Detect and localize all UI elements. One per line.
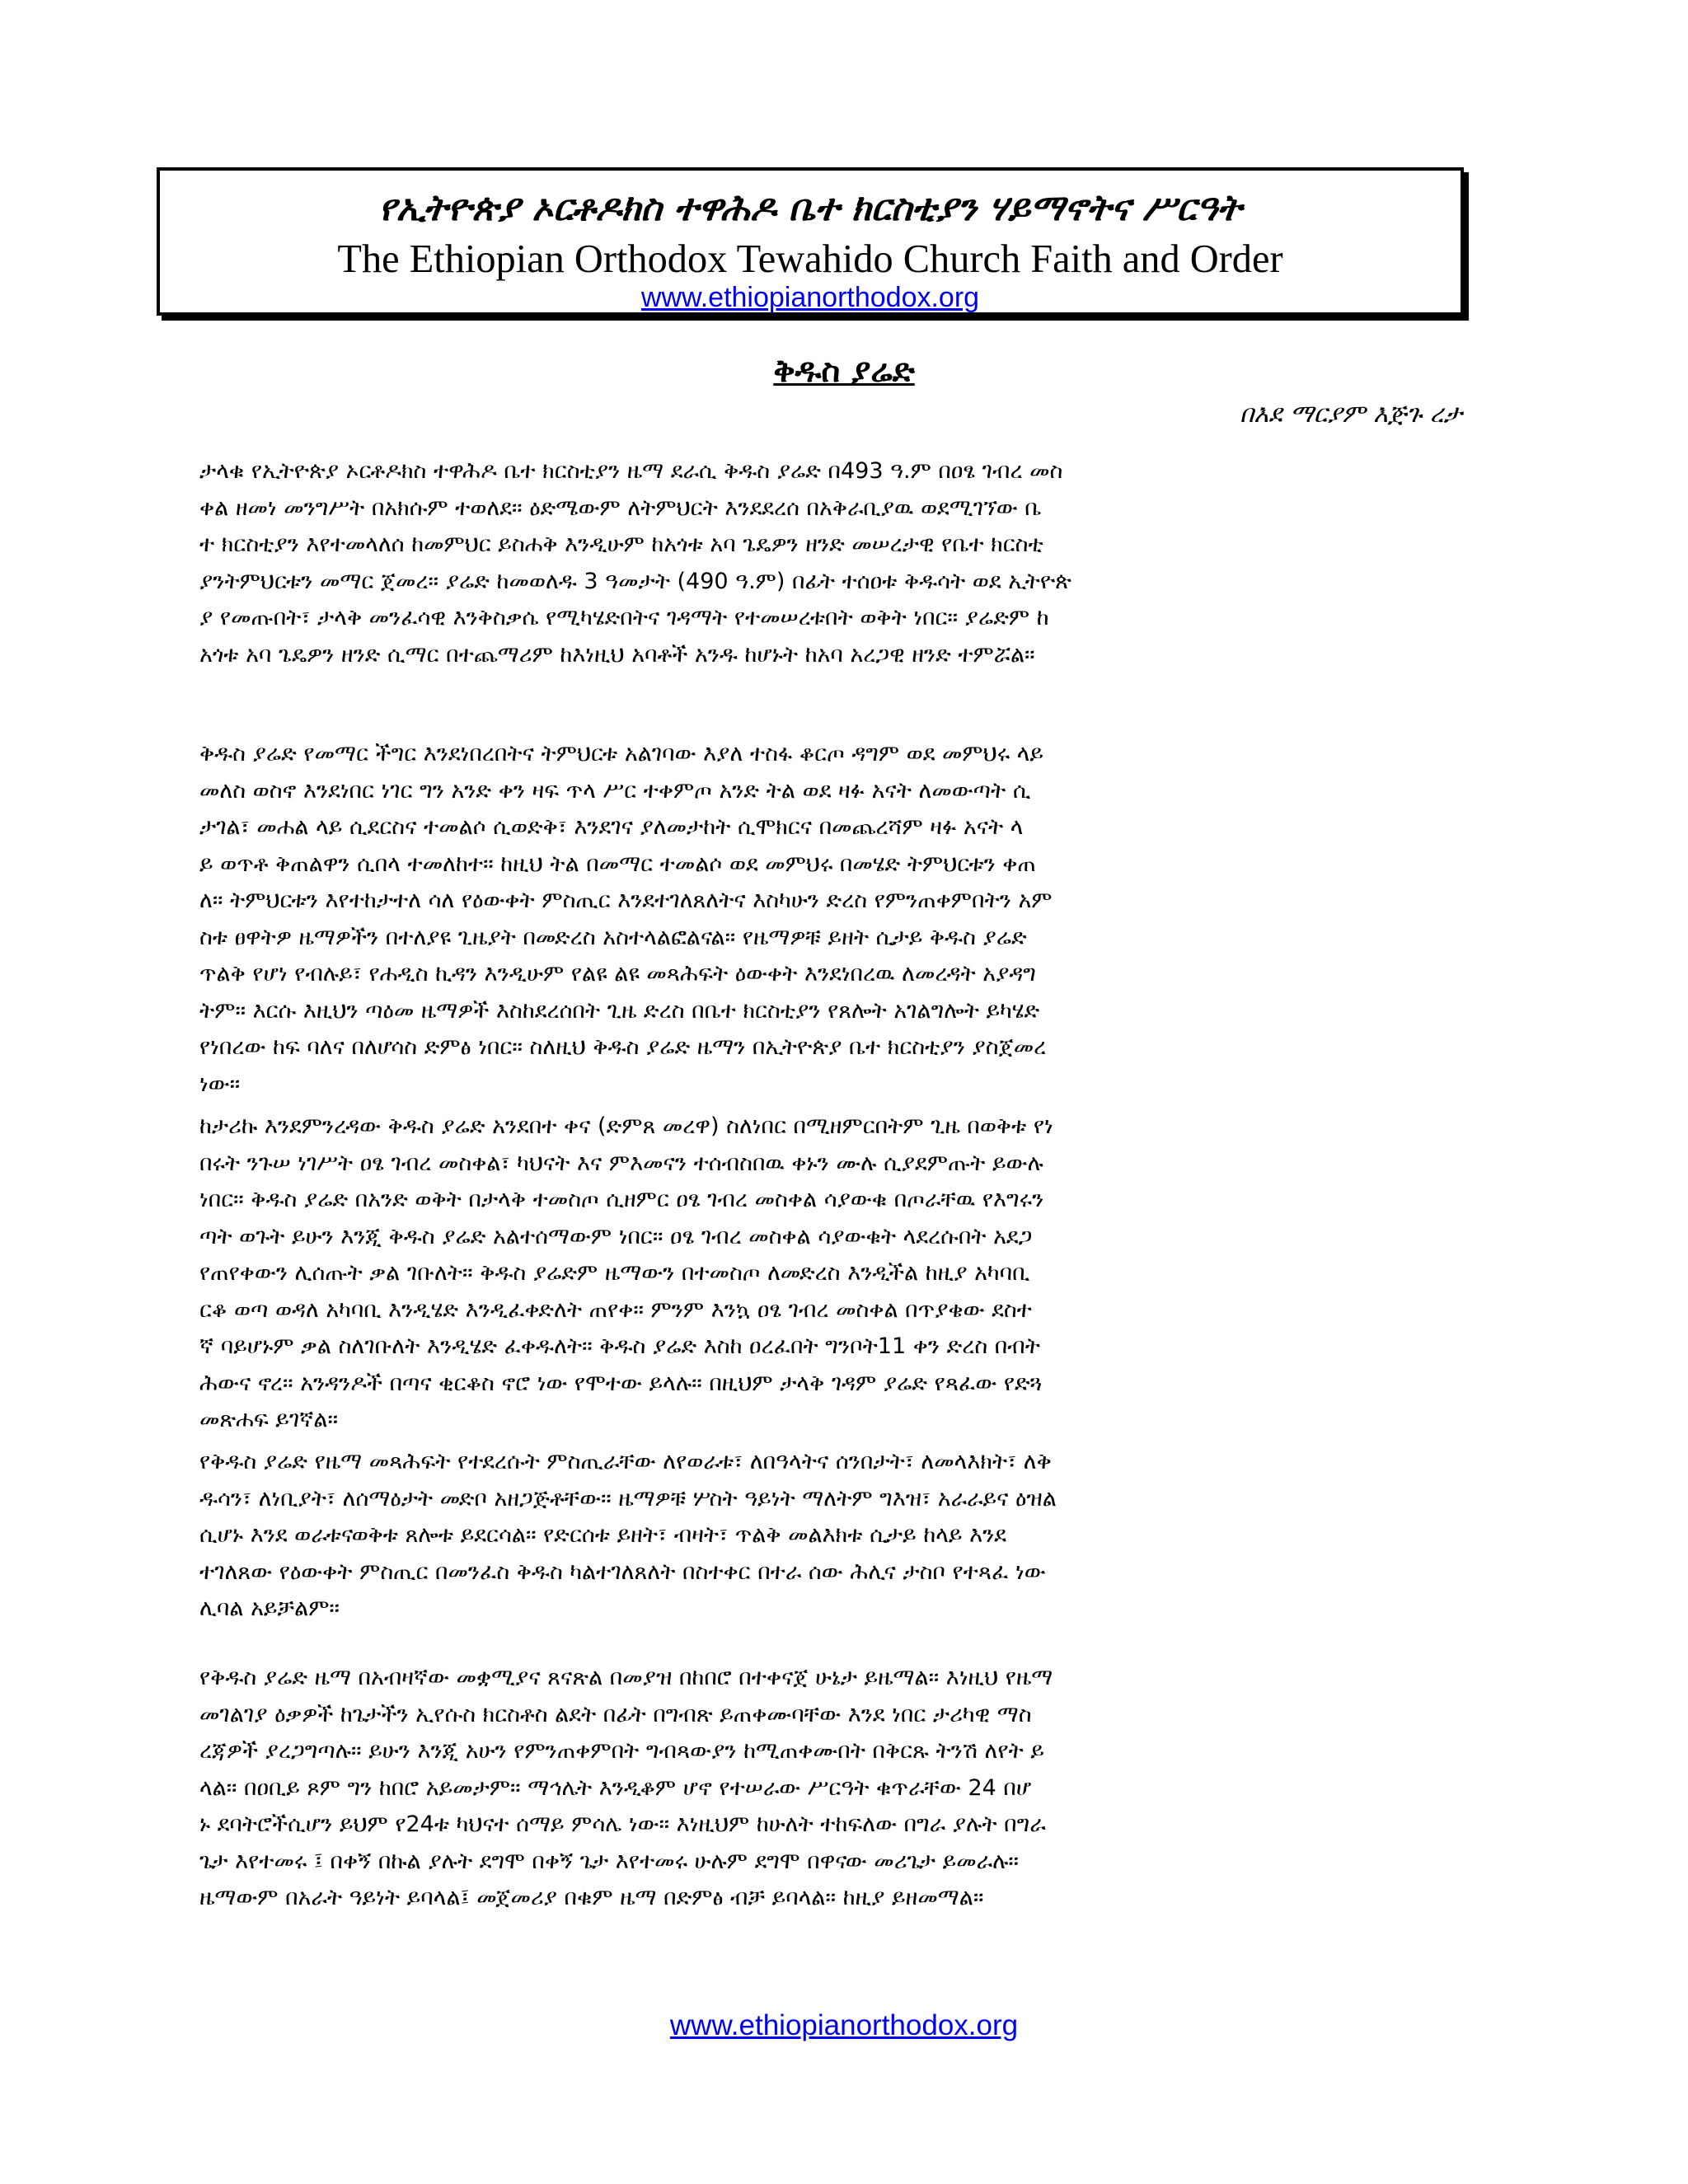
text-line: ኛ ባይሆኑም ቃል ስለገቡለት እንዲሄድ ፈቀዱለት። ቅዱስ ያሬድ እስከ ዐረፈበት ግንቦት11 ቀን ድረስ በብት [199, 1333, 1040, 1359]
text-line: ለ። ትምህርቱን እየተከታተለ ሳለ የዕውቀት ምስጢር እንደተገለጸለትና እስካሁን ድረስ የምንጠቀምበትን አም [199, 888, 1053, 913]
text-line: ትም። እርሱ እዚህን ጣዕመ ዜማዎች እስከደረሰበት ጊዜ ድረስ በቤተ ክርስቲያን የጸሎት አገልግሎት ይካሄድ [199, 997, 1040, 1024]
text-line: ጥልቅ የሆነ የብሉይ፣ የሐዲስ ኪዳን እንዲሁም የልዩ ልዩ መጻሕፍት ዕውቀት እንደነበረዉ ለመረዳት አያዳግ [199, 961, 1036, 987]
article-title: ቅዱስ ያሬድ [773, 353, 915, 390]
text-line: ጌታ እየተመሩ ፤ በቀኝ በኩል ያሉት ደግሞ በቀኝ ጌታ እየተመሩ ሁሉም ደግሞ በዋናው መሪጌታ ይመራሉ። [199, 1848, 1019, 1874]
text-line: ተገለጸው የዕውቀት ምስጢር በመንፈስ ቅዱስ ካልተገለጸለት በስተቀር በተራ ሰው ሕሊና ታስቦ የተጻፈ ነው [199, 1558, 1046, 1585]
header-title-english: The Ethiopian Orthodox Tewahido Church Faith and Order [337, 236, 1283, 281]
text-line: መገልገያ ዕቃዎች ከጌታችን ኢየሱስ ክርስቶስ ልደት በፊት በግብጽ ይጠቀሙባቸው እንደ ነበር ታሪካዊ ማስ [199, 1701, 1032, 1727]
paragraph-2 [199, 736, 1493, 1103]
text-line: ሲሆኑ እንደ ወራቱናወቅቱ ጸሎቱ ይደርሳል። የድርሰቱ ይዘት፣ ብዛት፣ ጥልቅ መልእክቱ ሲታይ ከላይ እንደ [199, 1522, 1006, 1548]
text-line: የጠየቀውን ሊሰጡት ቃል ገቡለት። ቅዱስ ያሬድም ዜማውን በተመስጦ ለመድረስ እንዲችል ከዚያ አካባቢ [199, 1260, 1030, 1286]
text-line: የነበረው ከፍ ባለና በለሆሳስ ድምፅ ነበር። ስለዚህ ቅዱስ ያሬድ ዜማን በኢትዮጵያ ቤተ ክርስቲያን ያስጀመረ [199, 1034, 1047, 1060]
text-line: ሊባል አይቻልም። [199, 1596, 340, 1621]
article-author: በእደ ማርያም እጅጉ ረታ [1240, 400, 1462, 429]
text-line: ያ የመጡበት፣ ታላቅ መንፈሳዊ እንቅስቃሴ የሚካሄድበትና ገዳማት የተመሠረቱበት ወቅት ነበር። ያሬድም ከ [199, 605, 1049, 630]
text-line: ነበር። ቅዱስ ያሬድ በአንድ ወቅት በታላቅ ተመስጦ ሲዘምር ዐፄ ገብረ መስቀል ሳያውቁ በጦራቸዉ የእግሩን [199, 1187, 1044, 1212]
text-line: ጣት ወጉት ይሁን እንጂ ቅዱስ ያሬድ አልተሰማውም ነበር። ዐፄ ገብረ መስቀል ሳያውቁት ላደረሱበት አደጋ [199, 1223, 1033, 1249]
text-line: ዜማውም በአራት ዓይነት ይባላል፤ መጀመሪያ በቁም ዜማ በድምፅ ብቻ ይባላል። ከዚያ ይዘመማል። [199, 1885, 984, 1910]
text-line: የቅዱስ ያሬድ ዜማ በአብዛኛው መቋሚያና ጸናጽል በመያዝ በከበሮ በተቀናጀ ሁኔታ ይዜማል። እነዚህ የዜማ [199, 1665, 1053, 1690]
text-line: ቅዱስ ያሬድ የመማር ችግር እንደነበረበትና ትምህርቱ አልገባው እያለ ተስፋ ቆርጦ ዳግም ወደ መምህሩ ላይ [199, 741, 1043, 766]
footer-website-link[interactable]: www.ethiopianorthodox.org [669, 2009, 1019, 2041]
text-line: ነው። [199, 1071, 241, 1097]
paragraph-4 [199, 1444, 1493, 1628]
text-line: ታገል፣ መሐል ላይ ሲደርስና ተመልሶ ሲወድቅ፣ እንደገና ያለመታከት ሲሞክርና በመጨረሻም ዛፉ አናት ላ [199, 814, 1024, 840]
text-line: ያንትምህርቱን መማር ጀመረ። ያሬድ ከመወለዱ 3 ዓመታት (490 ዓ.ም) በፊት ተሰዐቱ ቅዱሳት ወደ ኢትዮጵ [199, 568, 1071, 594]
paragraph-1 [199, 453, 1493, 673]
text-line: ተ ክርስቲያን እየተመላለሰ ከመምህር ይስሐቅ እንዲሁም ከአጎቱ አባ ጌዴዎን ዘንድ መሠረታዊ የቤተ ክርስቲ [199, 532, 1043, 557]
header-box [157, 167, 1464, 316]
text-line: ታላቁ የኢትዮጵያ ኦርቶዶክስ ተዋሕዶ ቤተ ክርስቲያን ዜማ ደራሲ ቅዱስ ያሬድ በ493 ዓ.ም በዐፄ ገብረ መስ [199, 458, 1063, 484]
header-website-link[interactable]: www.ethiopianorthodox.org [640, 282, 980, 313]
text-line: ከታሪኩ እንደምንረዳው ቅዱስ ያሬድ አንደበተ ቀና (ድምጸ መረዋ) ስለነበር በሚዘምርበትም ጊዜ በወቅቱ የነ [199, 1113, 1053, 1139]
paragraph-5 [199, 1660, 1493, 1917]
text-line: ርቆ ወጣ ወዳለ አካባቢ እንዲሄድ እንዲፈቀድለት ጠየቀ። ምንም እንኳ ዐፄ ገብረ መስቀል በጥያቄው ደስተ [199, 1296, 1032, 1323]
text-line: መለስ ወስኖ እንደነበር ነገር ግን አንድ ቀን ዛፍ ጥላ ሥር ተቀምጦ አንድ ትል ወደ ዛፉ አናት ለመውጣት ሲ [199, 777, 1031, 804]
text-line: መጽሐፍ ይገኛል። [199, 1407, 339, 1432]
text-line: ረጃዎች ያረጋግጣሉ። ይሁን እንጂ አሁን የምንጠቀምበት ግብጻውያን ከሚጠቀሙበት በቅርጹ ትንሽ ለየት ይ [199, 1738, 1044, 1764]
text-line: አጎቱ አባ ጌዴዎን ዘንድ ሲማር በተጨማሪም ከእነዚህ አባቶች አንዱ ከሆኑት ከአባ አረጋዊ ዘንድ ተምሯል። [199, 641, 1035, 668]
paragraph-3 [199, 1108, 1493, 1439]
text-line: ዱሳን፣ ለነቢያት፣ ለሰማዕታት መድቦ አዘጋጅቶቸው። ዜማዎቹ ሦስት ዓይነት ማለትም ግእዝ፣ አራራይና ዕዝል [199, 1485, 1057, 1511]
text-line: የቅዱስ ያሬድ የዜማ መጻሕፍት የተደረሱት ምስጢራቸው ለየወራቱ፣ ለበዓላትና ሰንበታት፣ ለመላእክት፣ ለቅ [199, 1449, 1052, 1474]
text-line: ኑ ደባትሮችሲሆን ይህም የ24ቱ ካህናተ ሰማይ ምሳሌ ነው። እነዚህም ከሁለት ተከፍለው በግራ ያሉት በግራ [199, 1811, 1046, 1837]
header-title-amharic: የኢትዮጵያ ኦርቶዶክስ ተዋሕዶ ቤተ ክርስቲያን ሃይማኖትና ሥርዓት [378, 187, 1242, 229]
text-line: ቀል ዘመነ መንግሥት በአክሱም ተወለደ። ዕድሜውም ለትምህርት እንደደረሰ በአቅራቢያዉ ወደሚገኘው ቤ [199, 494, 1042, 521]
text-line: ስቱ ፀዋትዎ ዜማዎችን በተለያዩ ጊዜያት በመድረስ አስተላልፎልናል። የዜማዎቹ ይዘት ሲታይ ቅዱስ ያሬድ [199, 924, 1027, 950]
text-line: ይ ወጥቶ ቅጠልዋን ሲበላ ተመለከተ። ከዚህ ትል በመማር ተመልሶ ወደ መምህሩ በመሄድ ትምህርቱን ቀጠ [199, 851, 1036, 877]
text-line: ላል። በዐቢይ ጾም ግን ከበሮ አይመታም። ማኅሌት እንዲቆም ሆኖ የተሠራው ሥርዓት ቁጥራቸው 24 በሆ [199, 1774, 1032, 1801]
text-line: በሩት ንጉሠ ነገሥት ዐፄ ገብረ መስቀል፣ ካህናት እና ምእመናን ተሰብስበዉ ቀኑን ሙሉ ሲያደምጡት ይውሉ [199, 1150, 1043, 1176]
text-line: ሕውና ኖረ። አንዳንዶች በጣና ቂርቆስ ኖሮ ነው የሞተው ይላሉ። በዚህም ታላቅ ገዳም ያሬድ የጻፈው የድጓ [199, 1370, 1043, 1396]
